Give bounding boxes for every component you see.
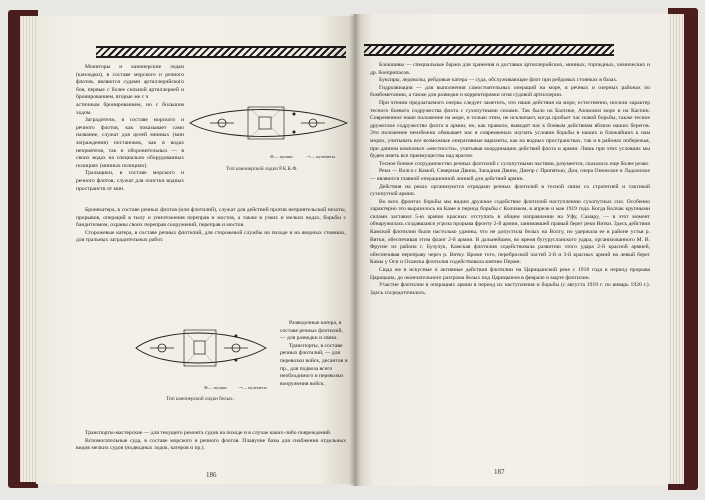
paragraph: Блокшивы — специальные баржи для хранения и доставки артиллерийских, минных, торпедных, химических и др. боеприпасов. xyxy=(370,62,650,76)
fig2-caption: Тип канонерской лодки белых. xyxy=(166,396,235,402)
right-text-body xyxy=(370,62,650,297)
page-number-right: 187 xyxy=(494,468,505,476)
paragraph: Бронекатера, в составе речных флотов (или флотилий), служат для действий против неприятельской пехоты, прорывов, операций в тылу и уничтожения переправ и мостов, а также в узких и мелких водах, борьбы с бандитизмом, охраны своих переправ сооружений, переправ и мостов. xyxy=(76,207,346,229)
fig2-legend-machine-guns xyxy=(238,385,267,390)
paragraph: При чтении предлагаемого очерка следует заметить, что наши действия на море, естественно, носили характер тесного боевого содружества флота с сухопутными силами. Так было на Балтике, Азовском море и на Каспии. Современное наше положение на море, и только этим, не исключает, когда пробьет час новой борьбы, также тесное дружеское содружество флота и армии, но, как правило, выводят нас к боевым действиям вблизи наших берегов. Это положение неизбежно обязывает нас в современных изучать условия борьбы в наших и ближайших к нам морях, учитывать все возможные оперативные варианты, как на водных пространствах, так и в районах побережья, при данном комплексе «местности», учитывая координацию действий флота и армии. Лишь при этих условиях мы будем иметь все преимущества над врагом. xyxy=(370,99,650,160)
left-text-bottom xyxy=(76,430,346,453)
legend-label: — пушки xyxy=(207,385,227,390)
paragraph: Тральщики, в составе морского и речного флотов, служат для очистки водных пространств от мин. xyxy=(76,170,184,192)
paragraph: Сторожевые катера, в составе речных флотилий, для сторожевой службы на походе и на якорных стоянках, для тральных заградительных работ. xyxy=(76,229,346,244)
legend-label: — пушки xyxy=(273,154,293,159)
paragraph: Заградители, в составе морского и речного флотов, как показывает само название, служат для целей минных (мин заграждения) постановок, как в водах неприятеля, так и оборонительных — в своих водах на специально оборудованных позициях (минных позициях). xyxy=(76,117,184,169)
gunboat-diagram-whites xyxy=(132,316,270,380)
paragraph: Транспорты-мастерские — для текущего ремонта судов на походе и в случае каких-либо повреждений. xyxy=(85,430,332,436)
left-page xyxy=(36,16,356,484)
legend-label: — пулеметы xyxy=(310,154,335,159)
paragraph: Тесное боевое сотрудничество речных флотилий с сухопутными частями, разумеется, сказалось еще более резко. xyxy=(379,160,650,167)
gun-icon: ⊖ xyxy=(270,154,274,159)
paragraph: Реки — Волга с Камой, Северная Двина, Западная Двина, Днепр с Припятью, Дон, озера Онежское и Ладожское — являются главной операционной линией для действий армии. xyxy=(370,168,650,182)
machine-gun-icon: −• xyxy=(238,385,243,390)
legend-label: — пулеметы xyxy=(242,385,267,390)
left-text-middle xyxy=(76,207,346,245)
gunboat-diagram-rkkf xyxy=(186,94,351,152)
fig2-legend-guns xyxy=(204,385,227,391)
gun-icon: ⊖ xyxy=(204,385,208,390)
paragraph: Во всех фронтах борьбы мы видим дружное содействие флотилий наступлению сухопутных сил. Особенно характерно это выразилось на Каме в период борьбы с Колчаком, в апреле и мае 1919 года. Когда Колчак крупными силами заставил 5-ю армию красных отступать в общем направлении на Уфу, Самару, — в этот момент обнаружилась создавшаяся угроза прорыва фронту 2-й армии, занимавшей правый берег реки Вятки. Здесь действия Камской флотилии были настолько удачны, что не допустила белых на Волгу, но удержала ее в районе устья р. Вятки, обеспечивая этим фланг 2-й армии. В дальнейшем, во время бугурусланского удара, организованного М. В. Фрунзе из района г. Бузулук, Камская флотилия содействовала развитию этого удара 2-й красной армией, обеспечивая переправу через р. Вятку. Кроме того, переброской частей 2-й и 3-й красных армий на левый берег Камы у Оси и Оханска флотилия содействовала взятию Перми. xyxy=(370,198,650,266)
paragraph: Мониторы и канонерские лодки (канлодки), в составе морского и речного флотов, являются судами артиллерийского боя, первые с более сильной артиллерией и бронированием, вторые же с ч xyxy=(76,64,184,101)
header-ornament-left xyxy=(96,46,346,58)
book-gutter-shadow xyxy=(349,14,361,486)
paragraph: Гидроавиация — для выполнения самостоятельных операций на море, в речных и озерных районах по бомбометанию, а также для разведки и корректировки огня судовой артиллерии. xyxy=(370,84,650,99)
left-text-beside-fig1 xyxy=(76,64,184,193)
paragraph: астичным бронированием, но с большим ходом. xyxy=(76,101,184,116)
right-page xyxy=(354,14,668,486)
header-ornament-right xyxy=(364,44,614,56)
paragraph: Действия на реках организуются отрядами речных флотилий в тесной связи со стратегией и тактикой сухопутной армии. xyxy=(370,183,650,198)
paragraph: Разведочные катера, в составе речных флотилий, — для разведки и связи. xyxy=(280,320,343,342)
paragraph: Вспомогательные суда, в составе морского и речного флотов. Плавучие базы для снабжения отдельных видов мелких судов (подводных лодок, катеров и пр.). xyxy=(76,437,346,452)
paragraph: Сюда же в искусные и активные действия флотилии на Царицынской реке с 1918 года в период прорыва Царицына, до окончательного разгрома белых под Царицыном в феврале и марте флотилии. xyxy=(370,267,650,281)
fig1-legend-guns xyxy=(270,154,293,160)
paragraph: Участие флотилии в операциях армии в период их наступления и борьбы (с августа 1919 г. по январь 1920 г.). Здесь сосредоточилось. xyxy=(370,282,650,296)
fig1-caption: Тип канонерской лодки Р.К.К.Ф. xyxy=(226,166,298,172)
machine-gun-icon: −• xyxy=(306,154,311,159)
paragraph: Транспорты, в составе речных флотилий, — для перевозки войск, десантов и пр., для подвоза всего необходимого и перевозки вооружения войск. xyxy=(280,342,348,387)
fig1-legend-machine-guns xyxy=(306,154,335,159)
page-number-left: 186 xyxy=(206,471,217,479)
paragraph: Буксиры, ледоколы, рейдовые катера — суда, обслуживающие флот при рейдовых стоянках в базах. xyxy=(379,77,618,84)
left-text-beside-fig2 xyxy=(280,320,348,388)
